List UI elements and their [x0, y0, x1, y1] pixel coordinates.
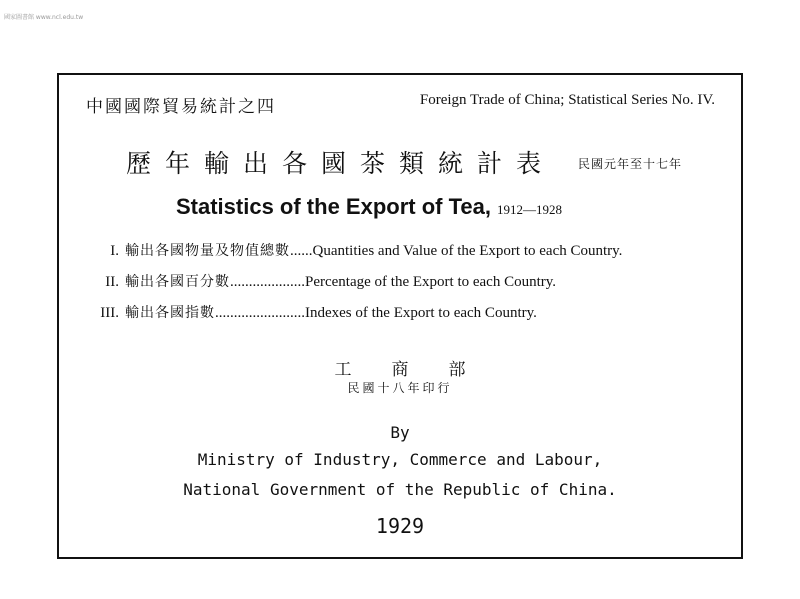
watermark: 國家圖書館 www.ncl.edu.tw: [4, 14, 84, 21]
contents-item-2: [84, 271, 556, 291]
contents-item-1: [84, 240, 622, 260]
contents-english: Percentage of the Export to each Country.: [305, 274, 557, 290]
main-title-english-text: Statistics of the Export of Tea,: [176, 194, 491, 219]
main-title-chinese: 歷年輸出各國茶類統計表: [126, 149, 556, 178]
contents-chinese: 輸出各國物量及物值總數: [125, 243, 290, 259]
contents-english: Indexes of the Export to each Country.: [305, 305, 537, 321]
main-title-chinese-years: 民國元年至十七年: [578, 157, 683, 171]
series-title-english: Foreign Trade of China; Statistical Series No. IV.: [419, 92, 715, 108]
contents-numeral: II.: [105, 274, 119, 290]
contents-english: Quantities and Value of the Export to each Country.: [312, 243, 623, 259]
publication-date-chinese: 民國十八年印行: [347, 381, 453, 395]
main-title-english-years: 1912—1928: [496, 202, 562, 217]
publisher-chinese: 工商部: [334, 360, 506, 380]
series-title-chinese: 中國國際貿易統計之四: [86, 97, 276, 117]
contents-leader: ......: [290, 243, 313, 259]
contents-numeral: III.: [100, 305, 119, 321]
main-title-english: [176, 194, 562, 220]
contents-leader: ........................: [215, 305, 305, 321]
publication-year: 1929: [375, 514, 425, 538]
ministry-name: Ministry of Industry, Commerce and Labour,: [197, 450, 603, 469]
contents-chinese: 輸出各國指數: [125, 305, 215, 321]
by-label: By: [390, 423, 410, 442]
government-name: National Government of the Republic of China.: [183, 480, 617, 499]
contents-item-3: [84, 302, 537, 322]
contents-numeral: I.: [110, 243, 119, 259]
contents-chinese: 輸出各國百分數: [125, 274, 230, 290]
contents-leader: ....................: [230, 274, 305, 290]
